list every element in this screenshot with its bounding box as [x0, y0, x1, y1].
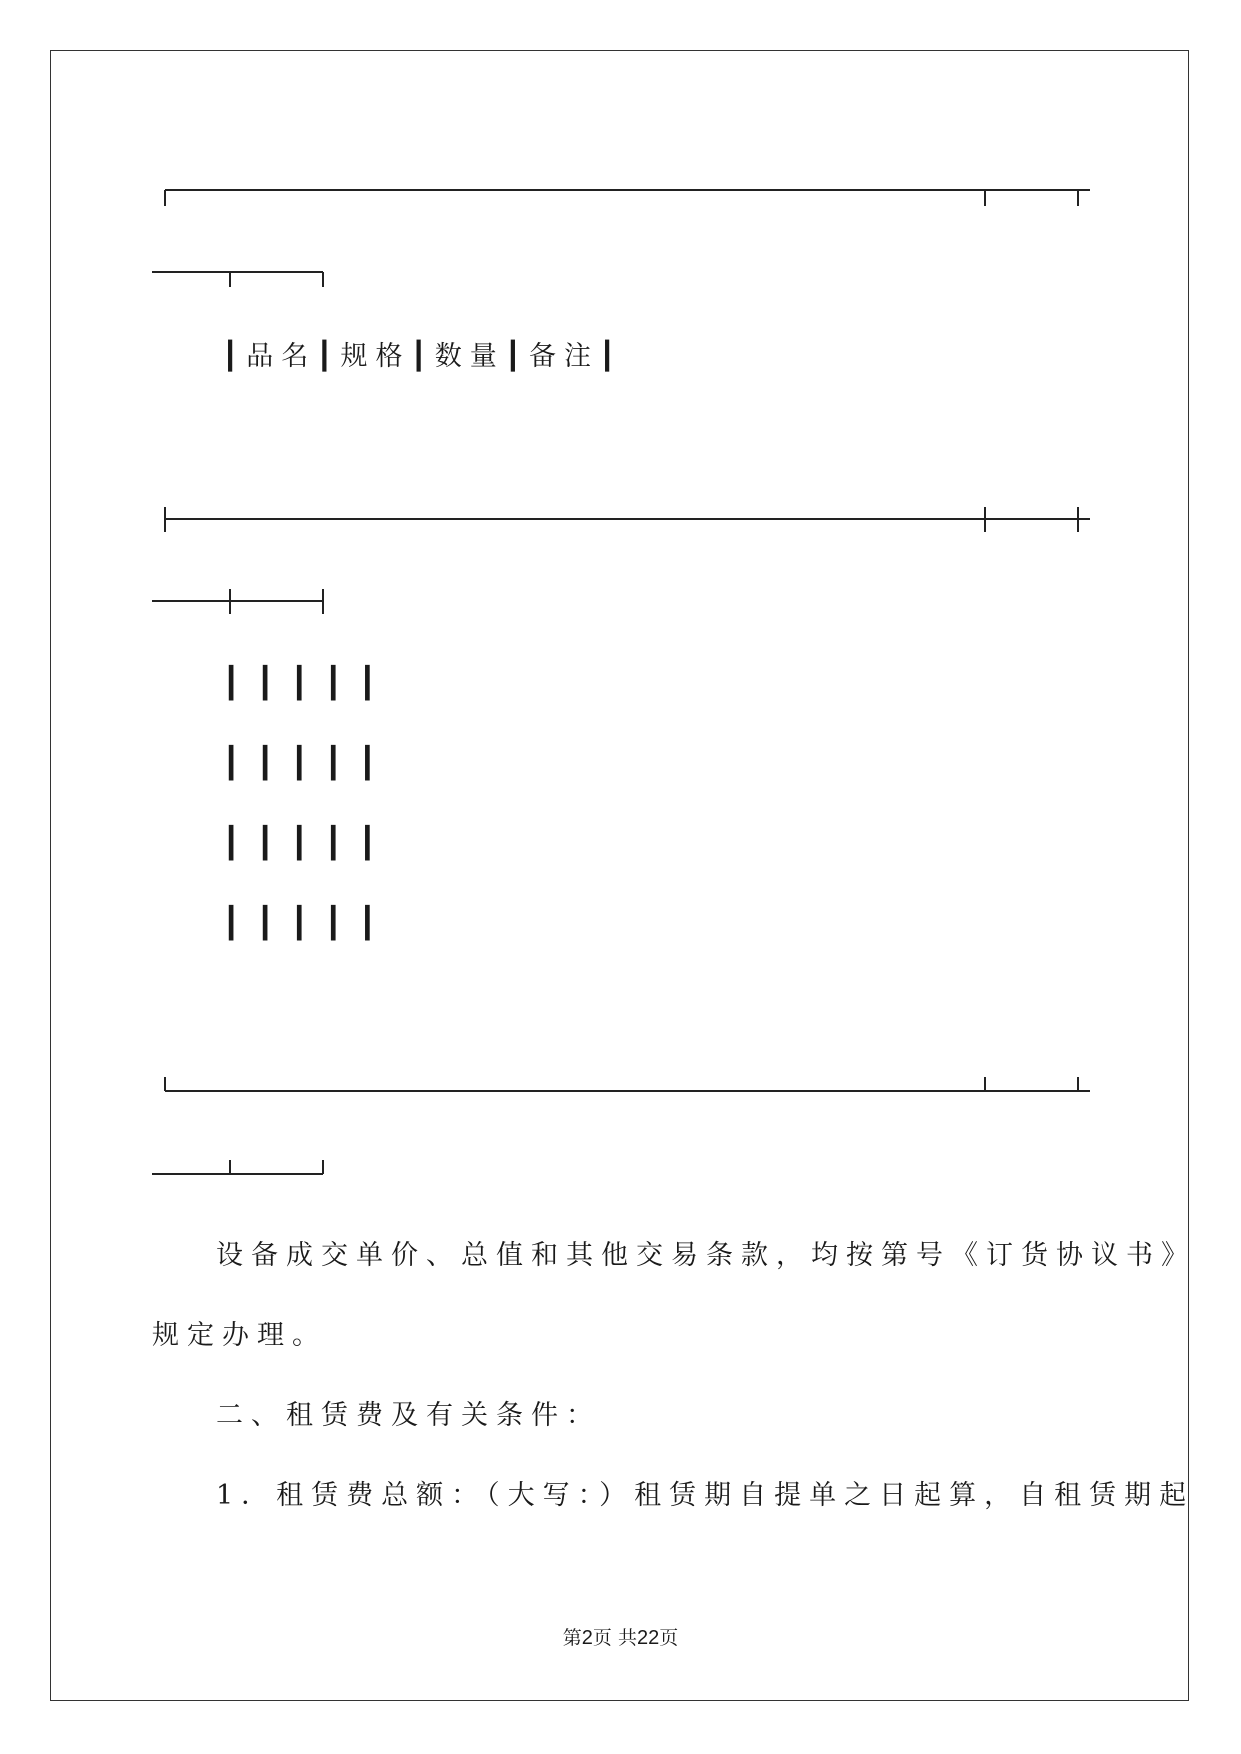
footer-prefix: 第	[562, 1627, 582, 1649]
table-empty-row: ┃┃┃┃┃	[222, 906, 393, 941]
footer-page: 2	[581, 1627, 593, 1649]
item-1-line1: 1．租赁费总额：（大写：）租赁期自提单之日起算，自租赁期起	[216, 1480, 1195, 1511]
table-header-row: ┃品名┃规格┃数量┃备注┃	[222, 341, 624, 372]
footer-mid: 页 共	[592, 1627, 637, 1649]
page-border	[50, 50, 1189, 1701]
paragraph-terms-line1: 设备成交单价、总值和其他交易条款，均按第号《订货协议书》	[216, 1240, 1196, 1271]
table-empty-row: ┃┃┃┃┃	[222, 666, 393, 701]
page-number-footer	[0, 1628, 1241, 1648]
table-empty-row: ┃┃┃┃┃	[222, 826, 393, 861]
footer-total: 22	[636, 1627, 660, 1649]
paragraph-terms-line2: 规定办理。	[152, 1320, 327, 1351]
table-empty-row: ┃┃┃┃┃	[222, 746, 393, 781]
section-2-heading: 二、租赁费及有关条件：	[216, 1400, 601, 1431]
footer-suffix: 页	[659, 1627, 679, 1649]
